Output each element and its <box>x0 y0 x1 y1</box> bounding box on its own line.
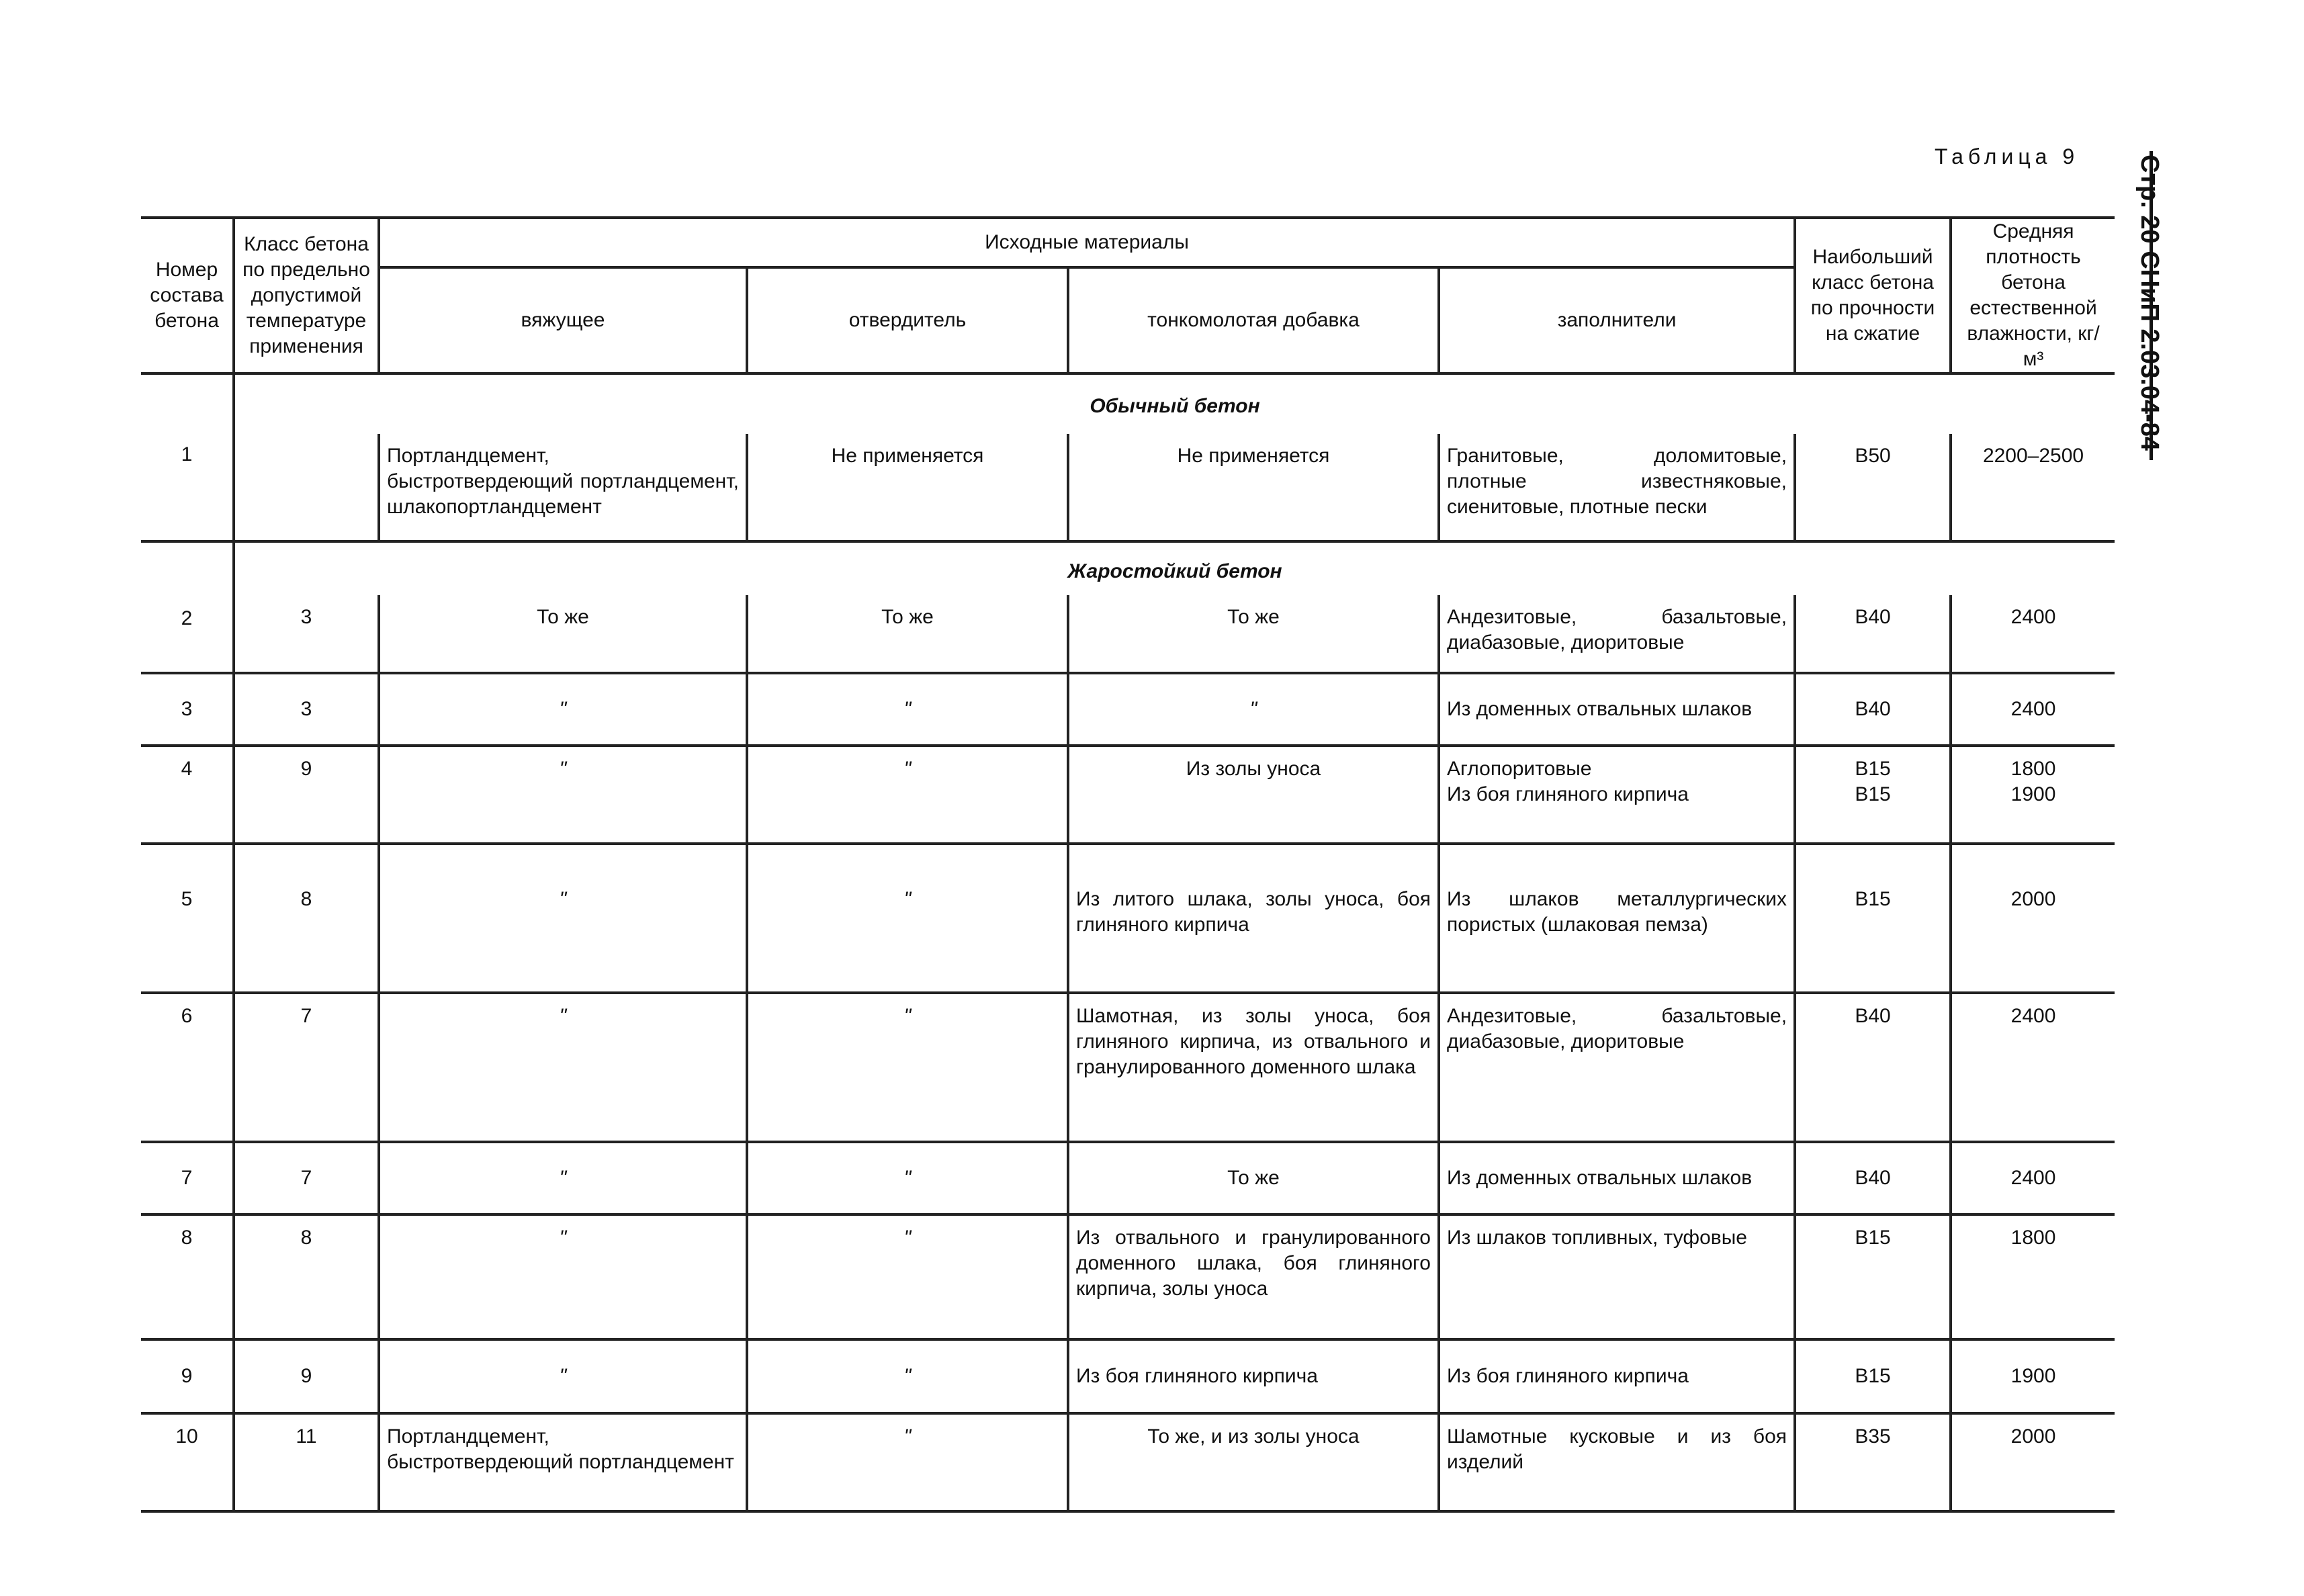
page-running-header: Стр. 20 СНиП 2.03.04-84 <box>2135 154 2164 451</box>
cell-density: 2200–2500 <box>1951 434 2115 541</box>
cell-density: 2000 <box>1951 844 2115 993</box>
aggregates-line: Из боя глиняного кирпича <box>1447 783 1689 805</box>
strength-line: B15 <box>1855 783 1891 805</box>
cell-hardener: " <box>747 1339 1068 1413</box>
table-row <box>141 673 2115 746</box>
header-temperature-class: Класс бетона по предельно допустимой температуре применения <box>234 218 379 373</box>
cell-temp-class: 9 <box>234 1339 379 1413</box>
cell-strength: B15 <box>1795 1214 1951 1339</box>
cell-hardener: " <box>747 1214 1068 1339</box>
cell-additive: То же, и из золы уноса <box>1068 1413 1439 1511</box>
cell-density: 2000 <box>1951 1413 2115 1511</box>
cell-temp-class: 7 <box>234 993 379 1142</box>
cell-temp-class: 7 <box>234 1142 379 1214</box>
cell-no: 7 <box>141 1142 234 1214</box>
header-hardener: отвердитель <box>747 267 1068 373</box>
cell-strength: B40 <box>1795 1142 1951 1214</box>
cell-hardener: " <box>747 844 1068 993</box>
cell-additive: То же <box>1068 1142 1439 1214</box>
table-row <box>141 746 2115 844</box>
cell-hardener: " <box>747 1413 1068 1511</box>
cell-temp-class: 8 <box>234 844 379 993</box>
cell-hardener: " <box>747 746 1068 844</box>
cell-strength <box>1795 746 1951 844</box>
cell-binder: " <box>379 993 747 1142</box>
cell-additive: То же <box>1068 595 1439 673</box>
cell-hardener: То же <box>747 595 1068 673</box>
cell-no: 3 <box>141 673 234 746</box>
density-line: 1900 <box>2010 783 2056 805</box>
header-materials-group: Исходные материалы <box>379 218 1795 267</box>
cell-aggregates: Андезитовые, базальтовые, диабазовые, диоритовые <box>1439 993 1795 1142</box>
table-row <box>141 1214 2115 1339</box>
cell-no: 6 <box>141 993 234 1142</box>
cell-no: 9 <box>141 1339 234 1413</box>
cell-aggregates: Из шлаков топливных, туфовые <box>1439 1214 1795 1339</box>
header-strength-class: Наибольший класс бетона по прочности на сжатие <box>1795 218 1951 373</box>
header-binder: вяжущее <box>379 267 747 373</box>
cell-binder: " <box>379 1339 747 1413</box>
cell-aggregates: Из доменных отвальных шлаков <box>1439 1142 1795 1214</box>
cell-strength: B35 <box>1795 1413 1951 1511</box>
cell-temp-class: 9 <box>234 746 379 844</box>
cell-no: 10 <box>141 1413 234 1511</box>
cell-density: 2400 <box>1951 993 2115 1142</box>
cell-strength: B50 <box>1795 434 1951 541</box>
cell-strength: B40 <box>1795 595 1951 673</box>
cell-additive: " <box>1068 673 1439 746</box>
section-row <box>141 541 2115 595</box>
section-title: Жаростойкий бетон <box>234 541 2115 595</box>
aggregates-line: Аглопоритовые <box>1447 758 1592 780</box>
header-row-1 <box>141 218 2115 267</box>
cell-aggregates: Из шлаков металлургических пористых (шлаковая пемза) <box>1439 844 1795 993</box>
cell-density: 2400 <box>1951 595 2115 673</box>
cell-no: 8 <box>141 1214 234 1339</box>
table-row <box>141 993 2115 1142</box>
cell-binder: " <box>379 1142 747 1214</box>
cell-no: 1 <box>141 373 234 541</box>
cell-additive: Шамотная, из золы уноса, боя глиняного кирпича, из отвального и гранулированного доменного шлака <box>1068 993 1439 1142</box>
cell-no: 4 <box>141 746 234 844</box>
cell-aggregates: Андезитовые, базальтовые, диабазовые, диоритовые <box>1439 595 1795 673</box>
cell-additive: Не применяется <box>1068 434 1439 541</box>
cell-temp-class: 3 <box>234 595 379 673</box>
cell-strength: B40 <box>1795 673 1951 746</box>
cell-temp-class <box>234 434 379 541</box>
cell-aggregates: Из доменных отвальных шлаков <box>1439 673 1795 746</box>
cell-hardener: " <box>747 1142 1068 1214</box>
cell-hardener: " <box>747 993 1068 1142</box>
strength-line: B15 <box>1855 758 1891 780</box>
table-row <box>141 595 2115 673</box>
cell-binder: " <box>379 844 747 993</box>
cell-strength: B40 <box>1795 993 1951 1142</box>
cell-aggregates: Гранитовые, доломитовые, плотные известняковые, сиенитовые, плотные пески <box>1439 434 1795 541</box>
table-row <box>141 1413 2115 1511</box>
cell-strength: B15 <box>1795 844 1951 993</box>
table-row <box>141 844 2115 993</box>
cell-density: 1900 <box>1951 1339 2115 1413</box>
cell-hardener: " <box>747 673 1068 746</box>
cell-no: 2 <box>141 541 234 673</box>
header-density: Средняя плотность бетона естественной влажности, кг/м³ <box>1951 218 2115 373</box>
section-title: Обычный бетон <box>234 373 2115 434</box>
cell-no: 5 <box>141 844 234 993</box>
table-caption: Таблица 9 <box>1935 144 2080 169</box>
cell-aggregates <box>1439 746 1795 844</box>
cell-hardener: Не применяется <box>747 434 1068 541</box>
cell-binder: Портландцемент, быстротвердеющий портландцемент <box>379 1413 747 1511</box>
cell-density <box>1951 746 2115 844</box>
header-aggregates: заполнители <box>1439 267 1795 373</box>
cell-binder: " <box>379 1214 747 1339</box>
table-row <box>141 1339 2115 1413</box>
cell-additive: Из отвального и гранулированного доменного шлака, боя глиняного кирпича, золы уноса <box>1068 1214 1439 1339</box>
concrete-composition-table <box>141 216 2115 1513</box>
cell-temp-class: 11 <box>234 1413 379 1511</box>
cell-density: 2400 <box>1951 673 2115 746</box>
header-composition-number: Номер состава бетона <box>141 218 234 373</box>
cell-density: 1800 <box>1951 1214 2115 1339</box>
cell-binder: То же <box>379 595 747 673</box>
cell-aggregates: Из боя глиняного кирпича <box>1439 1339 1795 1413</box>
table-row <box>141 434 2115 541</box>
density-line: 1800 <box>2010 758 2056 780</box>
cell-additive: Из литого шлака, золы уноса, боя глиняного кирпича <box>1068 844 1439 993</box>
cell-density: 2400 <box>1951 1142 2115 1214</box>
table-row <box>141 1142 2115 1214</box>
cell-additive: Из боя глиняного кирпича <box>1068 1339 1439 1413</box>
header-fine-additive: тонкомолотая добавка <box>1068 267 1439 373</box>
cell-binder: " <box>379 673 747 746</box>
cell-binder: " <box>379 746 747 844</box>
cell-temp-class: 3 <box>234 673 379 746</box>
section-row <box>141 373 2115 434</box>
cell-temp-class: 8 <box>234 1214 379 1339</box>
cell-binder: Портландцемент, быстротвердеющий портландцемент, шлакопортландцемент <box>379 434 747 541</box>
cell-strength: B15 <box>1795 1339 1951 1413</box>
cell-additive: Из золы уноса <box>1068 746 1439 844</box>
cell-aggregates: Шамотные кусковые и из боя изделий <box>1439 1413 1795 1511</box>
